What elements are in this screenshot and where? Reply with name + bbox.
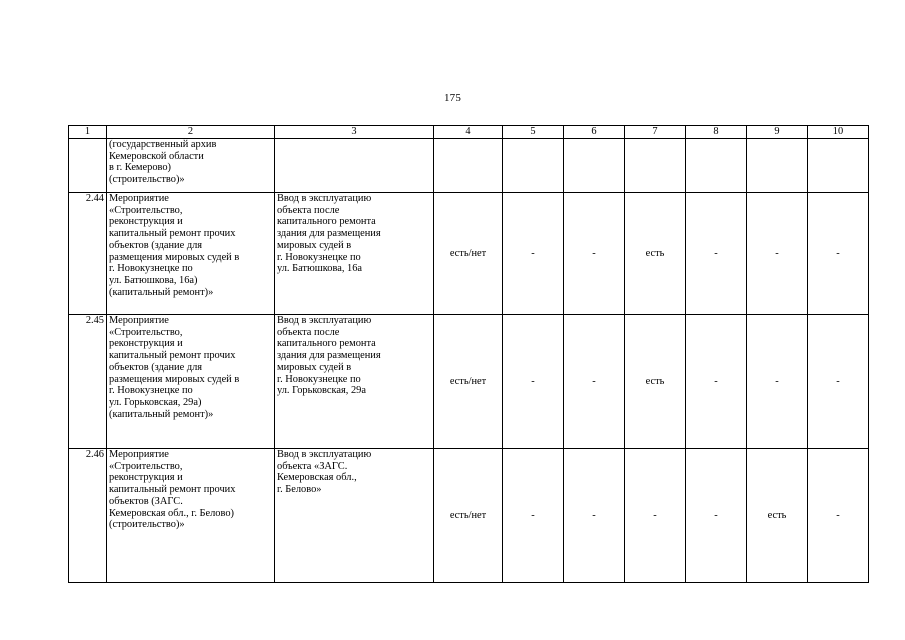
indicator-cell: Ввод в эксплуатацию объекта после капитального ремонта здания для размещения мировых судей в г. Новокузнецке по ул. Батюшкова, 16а xyxy=(275,193,434,315)
indicator-cell: Ввод в эксплуатацию объекта после капитального ремонта здания для размещения мировых судей в г. Новокузнецке по ул. Горьковская, 29а xyxy=(275,315,434,449)
header-cell: 10 xyxy=(808,126,869,139)
value-cell: - xyxy=(808,193,869,315)
header-cell: 5 xyxy=(503,126,564,139)
unit-cell: есть/нет xyxy=(434,193,503,315)
header-cell: 1 xyxy=(69,126,107,139)
value-cell: - xyxy=(686,449,747,583)
header-cell: 8 xyxy=(686,126,747,139)
page-number: 175 xyxy=(443,92,462,104)
value-cell: - xyxy=(747,315,808,449)
value-cell: - xyxy=(686,315,747,449)
table-row xyxy=(69,315,869,449)
value-cell: - xyxy=(503,193,564,315)
event-cell: Мероприятие «Строительство, реконструкция и капитальный ремонт прочих объектов (здание для размещения мировых судей в г. Новокузнецке по ул. Горьковская, 29а) (капитальный ремонт)» xyxy=(107,315,275,449)
value-cell: - xyxy=(625,449,686,583)
table-cell xyxy=(686,139,747,193)
unit-cell: есть/нет xyxy=(434,315,503,449)
value-cell: есть xyxy=(625,193,686,315)
header-cell: 9 xyxy=(747,126,808,139)
table-cell xyxy=(503,139,564,193)
event-cell: Мероприятие «Строительство, реконструкция и капитальный ремонт прочих объектов (здание для размещения мировых судей в г. Новокузнецке по ул. Батюшкова, 16а) (капитальный ремонт)» xyxy=(107,193,275,315)
value-cell: - xyxy=(503,315,564,449)
header-cell: 3 xyxy=(275,126,434,139)
row-number: 2.44 xyxy=(69,193,107,315)
value-cell: - xyxy=(808,449,869,583)
value-cell: есть xyxy=(625,315,686,449)
row-number: 2.46 xyxy=(69,449,107,583)
table-cell xyxy=(625,139,686,193)
indicators-table xyxy=(68,125,869,583)
table-cell xyxy=(564,139,625,193)
table-row xyxy=(69,449,869,583)
value-cell: - xyxy=(808,315,869,449)
value-cell: - xyxy=(686,193,747,315)
table-cell xyxy=(434,139,503,193)
value-cell: - xyxy=(564,193,625,315)
event-cell: (государственный архив Кемеровской области в г. Кемерово) (строительство)» xyxy=(107,139,275,193)
value-cell: - xyxy=(503,449,564,583)
value-cell: - xyxy=(564,315,625,449)
header-cell: 7 xyxy=(625,126,686,139)
continuation-row xyxy=(69,139,869,193)
value-cell: - xyxy=(564,449,625,583)
table-cell xyxy=(69,139,107,193)
header-cell: 4 xyxy=(434,126,503,139)
table-cell xyxy=(747,139,808,193)
header-row xyxy=(69,126,869,139)
header-cell: 2 xyxy=(107,126,275,139)
unit-cell: есть/нет xyxy=(434,449,503,583)
table-row xyxy=(69,193,869,315)
event-cell: Мероприятие «Строительство, реконструкция и капитальный ремонт прочих объектов (ЗАГС. Кемеровская обл., г. Белово) (строительство)» xyxy=(107,449,275,583)
table-cell xyxy=(808,139,869,193)
value-cell: - xyxy=(747,193,808,315)
value-cell: есть xyxy=(747,449,808,583)
header-cell: 6 xyxy=(564,126,625,139)
row-number: 2.45 xyxy=(69,315,107,449)
indicator-cell: Ввод в эксплуатацию объекта «ЗАГС. Кемеровская обл., г. Белово» xyxy=(275,449,434,583)
table-cell xyxy=(275,139,434,193)
